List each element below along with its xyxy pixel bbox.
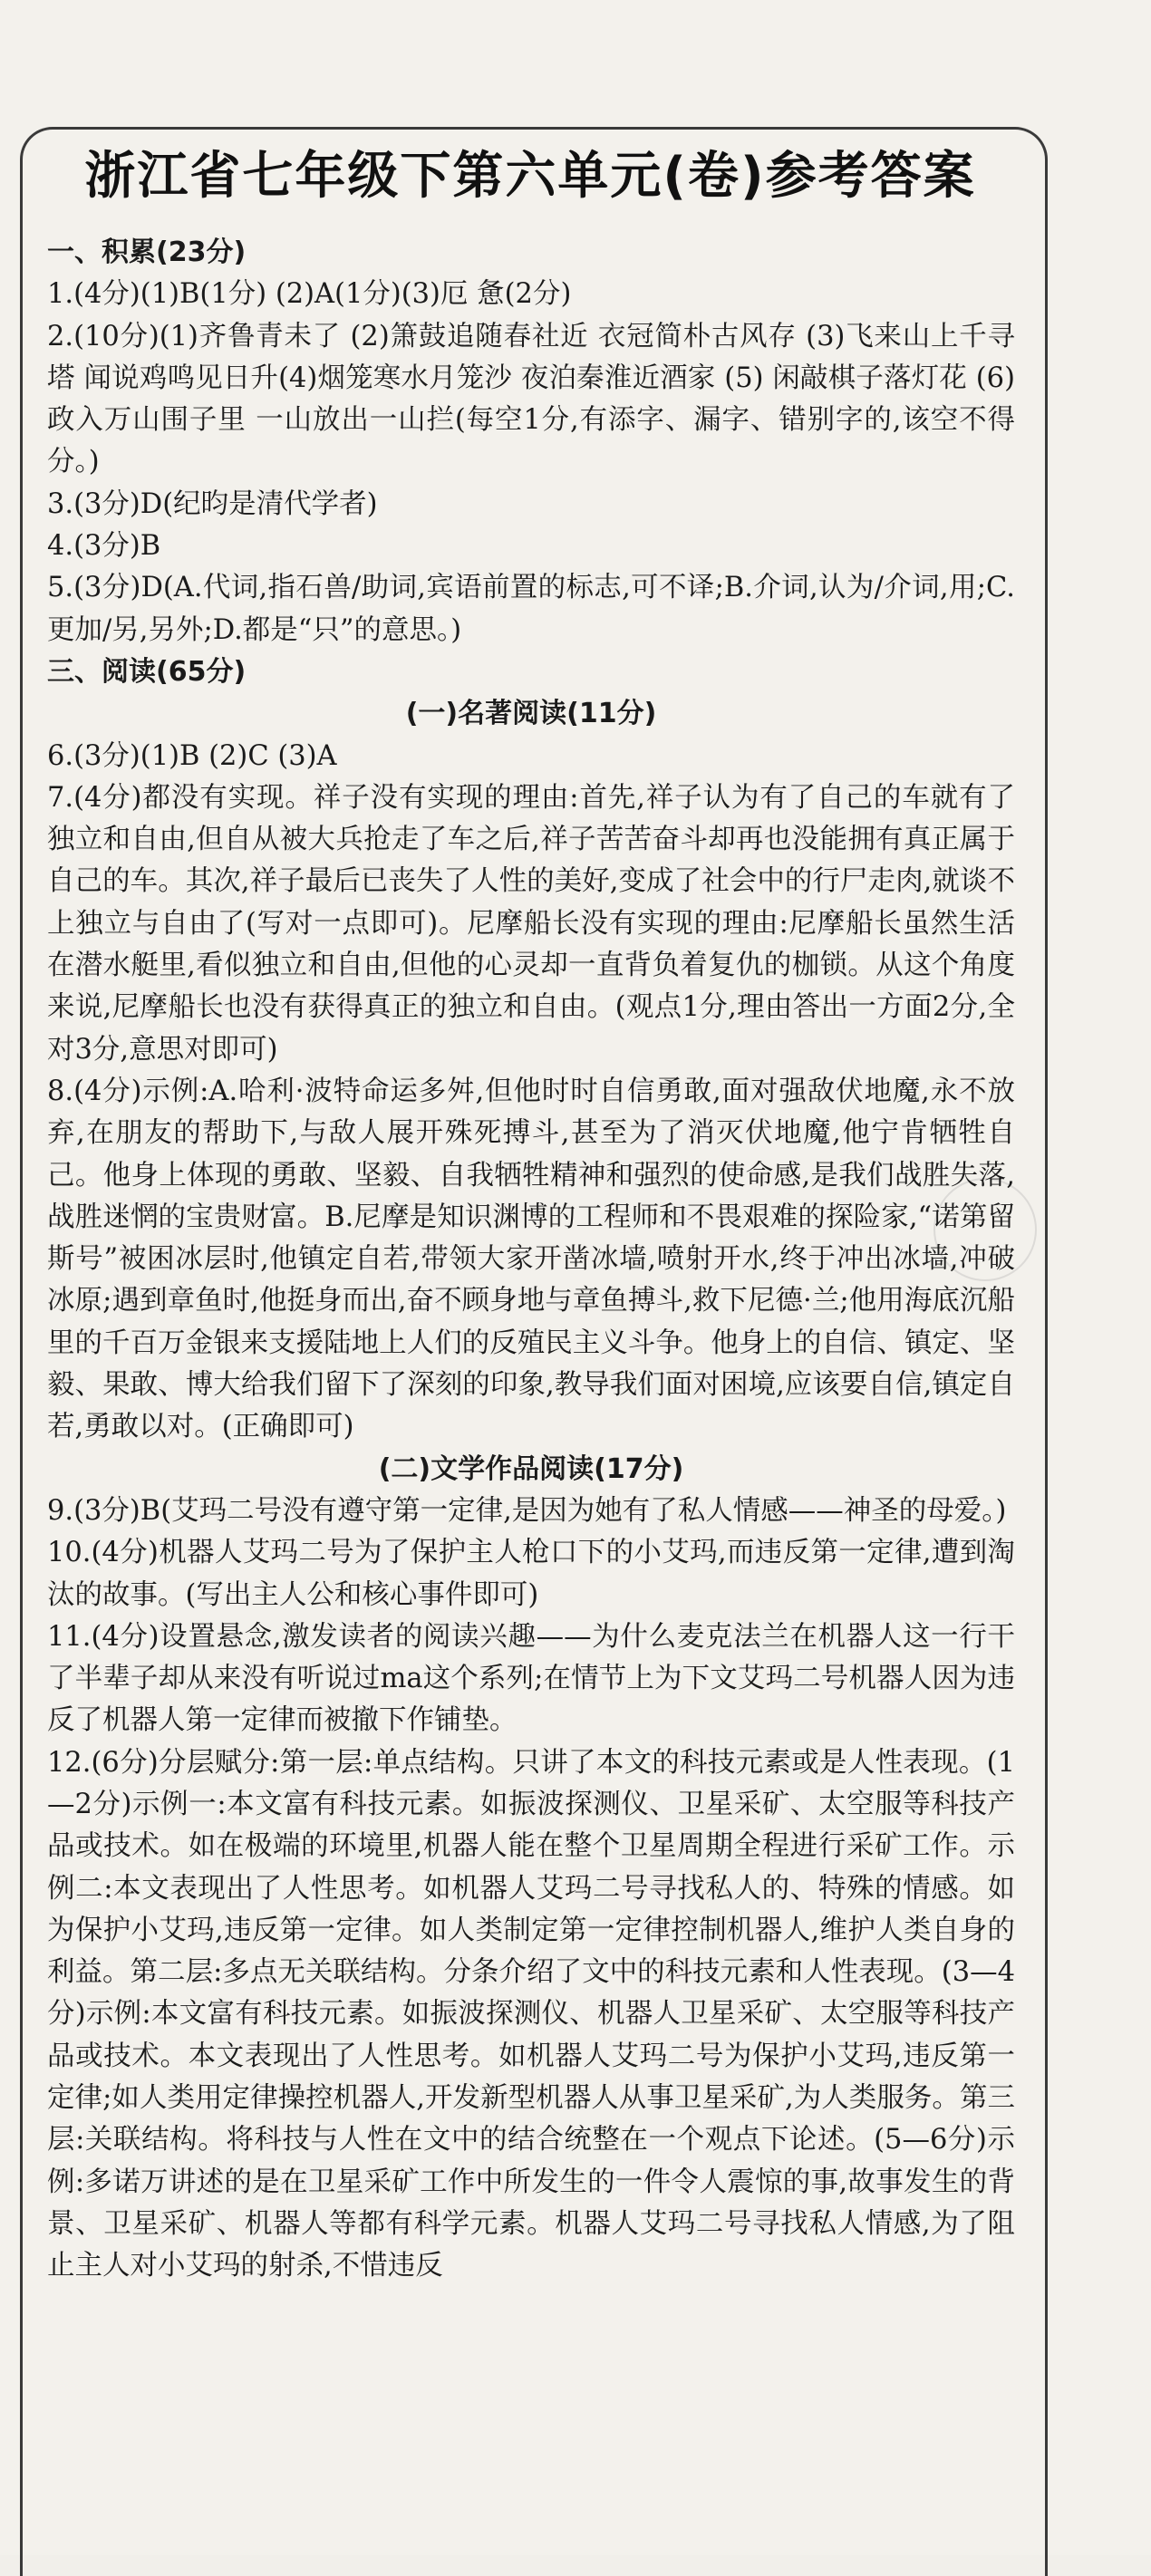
answer-paragraph: 11.(4分)设置悬念,激发读者的阅读兴趣——为什么麦克法兰在机器人这一行干了半辈子却从来没有听说过ma这个系列;在情节上为下文艾玛二号机器人因为违反了机器人第一定律而被撤下作铺垫。 <box>47 1620 1015 1737</box>
answer-paragraph: 8.(4分)示例:A.哈利·波特命运多舛,但他时时自信勇敢,面对强敌伏地魔,永不放弃,在朋友的帮助下,与敌人展开殊死搏斗,甚至为了消灭伏地魔,他宁肯牺牲自己。他身上体现的勇敢、坚毅、自我牺牲精神和强烈的使命感,是我们战胜失落,战胜迷惘的宝贵财富。B.尼摩是知识渊博的工程师和不畏艰难的探险家,“诺第留斯号”被困冰层时,他镇定自若,带领大家开凿冰墙,喷射开水,终于冲出冰墙,冲破冰原;遇到章鱼时,他挺身而出,奋不顾身地与章鱼搏斗,救下尼德·兰;他用海底沉船里的千百万金银来支援陆地上人们的反殖民主义斗争。他身上的自信、镇定、坚毅、果敢、博大给我们留下了深刻的印象,教导我们面对困境,应该要自信,镇定自若,勇敢以对。(正确即可) <box>47 1075 1015 1443</box>
answer-paragraph: 12.(6分)分层赋分:第一层:单点结构。只讲了本文的科技元素或是人性表现。(1—2分)示例一:本文富有科技元素。如振波探测仪、卫星采矿、太空服等科技产品或技术。如在极端的环境里,机器人能在整个卫星周期全程进行采矿工作。示例二:本文表现出了人性思考。如机器人艾玛二号寻找私人的、特殊的情感。如为保护小艾玛,违反第一定律。如人类制定第一定律控制机器人,维护人类自身的利益。第二层:多点无关联结构。分条介绍了文中的科技元素和人性表现。(3—4分)示例:本文富有科技元素。如振波探测仪、机器人卫星采矿、太空服等科技产品或技术。本文表现出了人性思考。如机器人艾玛二号为保护小艾玛,违反第一定律;如人类用定律操控机器人,开发新型机器人从事卫星采矿,为人类服务。第三层:关联结构。将科技与人性在文中的结合统整在一个观点下论述。(5—6分)示例:多诺万讲述的是在卫星采矿工作中所发生的一件令人震惊的事,故事发生的背景、卫星采矿、机器人等都有科学元素。机器人艾玛二号寻找私人情感,为了阻止主人对小艾玛的射杀,不惜违反 <box>47 1746 1015 2282</box>
answer-paragraph: 6.(3分)(1)B (2)C (3)A <box>47 739 337 772</box>
section-heading: 三、阅读(65分) <box>47 655 247 688</box>
page-title: 浙江省七年级下第六单元(卷)参考答案 <box>84 147 976 206</box>
answer-paragraph: 4.(3分)B <box>47 530 161 563</box>
subsection-heading: (二)文学作品阅读(17分) <box>378 1452 684 1485</box>
answer-paragraph: 2.(10分)(1)齐鲁青未了 (2)箫鼓追随春社近 衣冠简朴古风存 (3)飞来山上千寻塔 闻说鸡鸣见日升(4)烟笼寒水月笼沙 夜泊秦淮近酒家 (5) 闲敲棋子落灯花 (6)政入万山围子里 一山放出一山拦(每空1分,有添字、漏字、错别字的,该空不得分。) <box>47 320 1015 478</box>
section-heading: 一、积累(23分) <box>47 236 247 268</box>
answer-paragraph: 10.(4分)机器人艾玛二号为了保护主人枪口下的小艾玛,而违反第一定律,遭到淘汰的故事。(写出主人公和核心事件即可) <box>47 1537 1015 1611</box>
answer-paragraph: 5.(3分)D(A.代词,指石兽/助词,宾语前置的标志,可不译;B.介词,认为/介词,用;C.更加/另,另外;D.都是“只”的意思。) <box>47 572 1015 646</box>
answer-paragraph: 9.(3分)B(艾玛二号没有遵守第一定律,是因为她有了私人情感——神圣的母爱。) <box>47 1494 1007 1527</box>
answer-content <box>47 232 1015 2288</box>
answer-paragraph: 3.(3分)D(纪昀是清代学者) <box>47 487 378 520</box>
answer-paragraph: 7.(4分)都没有实现。祥子没有实现的理由:首先,祥子认为有了自己的车就有了独立和自由,但自从被大兵抢走了车之后,祥子苦苦奋斗却再也没能拥有真正属于自己的车。其次,祥子最后已丧失了人性的美好,变成了社会中的行尸走肉,就谈不上独立与自由了(写对一点即可)。尼摩船长没有实现的理由:尼摩船长虽然生活在潜水艇里,看似独立和自由,但他的心灵却一直背负着复仇的枷锁。从这个角度来说,尼摩船长也没有获得真正的独立和自由。(观点1分,理由答出一方面2分,全对3分,意思对即可) <box>47 781 1015 1066</box>
subsection-heading: (一)名著阅读(11分) <box>405 698 657 730</box>
answer-paragraph: 1.(4分)(1)B(1分) (2)A(1分)(3)厄 惫(2分) <box>47 278 572 311</box>
